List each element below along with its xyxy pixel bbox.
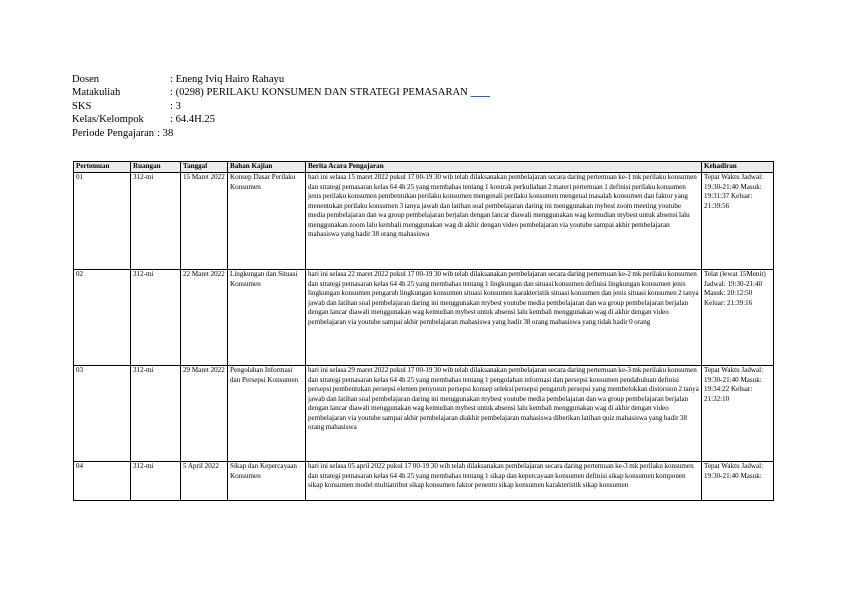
- header-bahan-kajian: Bahan Kajian: [228, 162, 306, 173]
- cell-bahan-kajian: Pengolahan Informasi dan Persepsi Konsumen: [228, 366, 306, 462]
- cell-tanggal: 29 Maret 2022: [181, 366, 228, 462]
- header-pertemuan: Pertemuan: [74, 162, 131, 173]
- cell-ruangan: 312-mi: [131, 270, 181, 366]
- cell-pertemuan: 03: [74, 366, 131, 462]
- cell-tanggal: 5 April 2022: [181, 462, 228, 501]
- teaching-record-table: [73, 161, 774, 501]
- dosen-label: Dosen: [72, 74, 100, 85]
- cell-berita-acara: hari ini selasa 05 april 2022 pukul 17 00-19 30 wib telah dilaksanakan pembelajaran secara daring pertemuan ke-3 mk perilaku konsumen dan strategi pemasaran kelas 64 4h 25 yang membahas tentang 1 sikap dan kepercayaan konsumen definisi sikap konsumen komponen sikap konsumen model multiatribut sikap konsumen faktor penentu sikap konsumen karakteristik sikap konsumen: [306, 462, 702, 501]
- cell-bahan-kajian: Lingkungan dan Situasi Konsumen: [228, 270, 306, 366]
- matakuliah-value: : (0298) PERILAKU KONSUMEN DAN STRATEGI PEMASARAN: [170, 87, 468, 99]
- info-row-matakuliah: [72, 86, 490, 99]
- cell-tanggal: 15 Maret 2022: [181, 173, 228, 270]
- dosen-value: : Eneng Iviq Hairo Rahayu: [170, 74, 285, 85]
- info-row-sks: [72, 100, 490, 113]
- cell-pertemuan: 02: [74, 270, 131, 366]
- periode-label: Periode Pengajaran: [72, 127, 155, 139]
- cell-berita-acara: hari ini selasa 22 maret 2022 pukul 17 00-19 30 wib telah dilaksanakan pembelajaran secara daring pertemuan ke-2 mk perilaku konsumen dan strategi pemasaran kelas 64 4h 25 yang membahas tentang 1 lingkungan dan situasi konsumen definisi lingkungan konsumen jenis lingkungan konsumen pengaruh lingkungan konsumen situasi konsumen karakteristik situasi konsumen dan jenis situasi konsumen 2 tanya jawab dan latihan soal pembelajaran daring ini menggunakan mybest youtube media pembelajaran dan wa group pembelajaran berjalan dengan lancar diawali menggunakan wag kemudian mybest untuk absensi lalu kembali menggunakan wag di akhir dengan video pembelajaran via youtube sampai akhir pembelajaran mahasiswa yang hadir 38 orang mahasiswa yang tidak hadir 0 orang: [306, 270, 702, 366]
- header-tanggal: Tanggal: [181, 162, 228, 173]
- kelas-value: : 64.4H.25: [170, 114, 216, 126]
- table-row: [74, 270, 774, 366]
- sks-value: : 3: [170, 100, 181, 112]
- kelas-label: Kelas/Kelompok: [72, 114, 144, 126]
- cell-berita-acara: hari ini selasa 29 maret 2022 pukul 17 00-19 30 wib telah dilaksanakan pembelajaran secara daring pertemuan ke-3 mk perilaku konsumen dan strategi pemasaran kelas 64 4h 25 yang membahas tentang 1 pengolahan informasi dan persepsi konsumen pendahuluan definisi persepsi pembentukan persepsi elemen penyusun persepsi konsep seleksi persepsi pengaruh persepsi yang membelokkan distorsion 2 tanya jawab dan latihan soal pembelajaran daring ini menggunakan mybest youtube media pembelajaran dan wa group pembelajaran berjalan dengan lancar diawali menggunakan wag kemudian mybest untuk absensi lalu kembali menggunakan wag di akhir dengan video pembelajaran via youtube sampai akhir pembelajaran diakhir pembelajaran mahasiswa diberikan latihan quiz mahasiswa yang hadir 38 orang mahasiswa: [306, 366, 702, 462]
- header-kehadiran: Kehadiran: [702, 162, 774, 173]
- cell-pertemuan: 04: [74, 462, 131, 501]
- cell-kehadiran: Tepat Waktu Jadwal: 19:30-21:40 Masuk: 19:31:37 Keluar: 21:39:56: [702, 173, 774, 270]
- header-ruangan: Ruangan: [131, 162, 181, 173]
- cell-ruangan: 312-mi: [131, 366, 181, 462]
- matakuliah-label: Matakuliah: [72, 87, 121, 99]
- info-row-kelas: [72, 113, 490, 126]
- cell-bahan-kajian: Konsep Dasar Perilaku Konsumen: [228, 173, 306, 270]
- cell-pertemuan: 01: [74, 173, 131, 270]
- info-row-periode: [72, 127, 490, 140]
- cell-ruangan: 312-mi: [131, 173, 181, 270]
- table-header-row: [74, 162, 774, 173]
- sks-label: SKS: [72, 100, 92, 112]
- table-row: [74, 173, 774, 270]
- matakuliah-link-mark[interactable]: _ _: [470, 87, 491, 99]
- table-row: [74, 366, 774, 462]
- cell-tanggal: 22 Maret 2022: [181, 270, 228, 366]
- cell-kehadiran: Tepat Waktu Jadwal: 19:30-21:40 Masuk: 19:34:22 Keluar: 21:32:10: [702, 366, 774, 462]
- cell-kehadiran: Tepat Waktu Jadwal: 19:30-21:40 Masuk:: [702, 462, 774, 501]
- cell-ruangan: 312-mi: [131, 462, 181, 501]
- periode-value: : 38: [157, 127, 174, 139]
- info-row-dosen: [72, 73, 490, 86]
- table-row: [74, 462, 774, 501]
- cell-berita-acara: hari ini selasa 15 maret 2022 pukul 17 00-19 30 wib telah dilaksanakan pembelajaran secara daring pertemuan ke-1 mk perilaku konsumen dan strategi pemasaran kelas 64 4h 25 yang membahas tentang 1 kontrak perkuliahan 2 materi pertemuan 1 definisi perilaku konsumen jenis perilaku konsumen pembentukan perilaku konsumen mengenali perilaku konsumen mengenal masalah konsumen dan faktor yang menentukan perilaku konsumen 3 tanya jawab dan latihan soal pembelajaran daring ini menggunakan mybest zoom meeting youtube media pembelajaran dan wa group pembelajaran berjalan dengan lancar diawali menggunakan wag kemudian mybest untuk absensi lalu menggunakan zoom lalu kembali menggunakan wag di akhir dengan video pembelajaran via youtube sampai akhir pembelajaran mahasiswa yang hadir 38 orang mahasiswa: [306, 173, 702, 270]
- cell-bahan-kajian: Sikap dan Kepercayaan Konsumen: [228, 462, 306, 501]
- course-info: [72, 73, 490, 140]
- header-berita-acara: Berita Acara Pengajaran: [306, 162, 702, 173]
- cell-kehadiran: Telat (lewat 15Menit) Jadwal: 19:30-21:40 Masuk: 20:12:50 Keluar: 21:39:16: [702, 270, 774, 366]
